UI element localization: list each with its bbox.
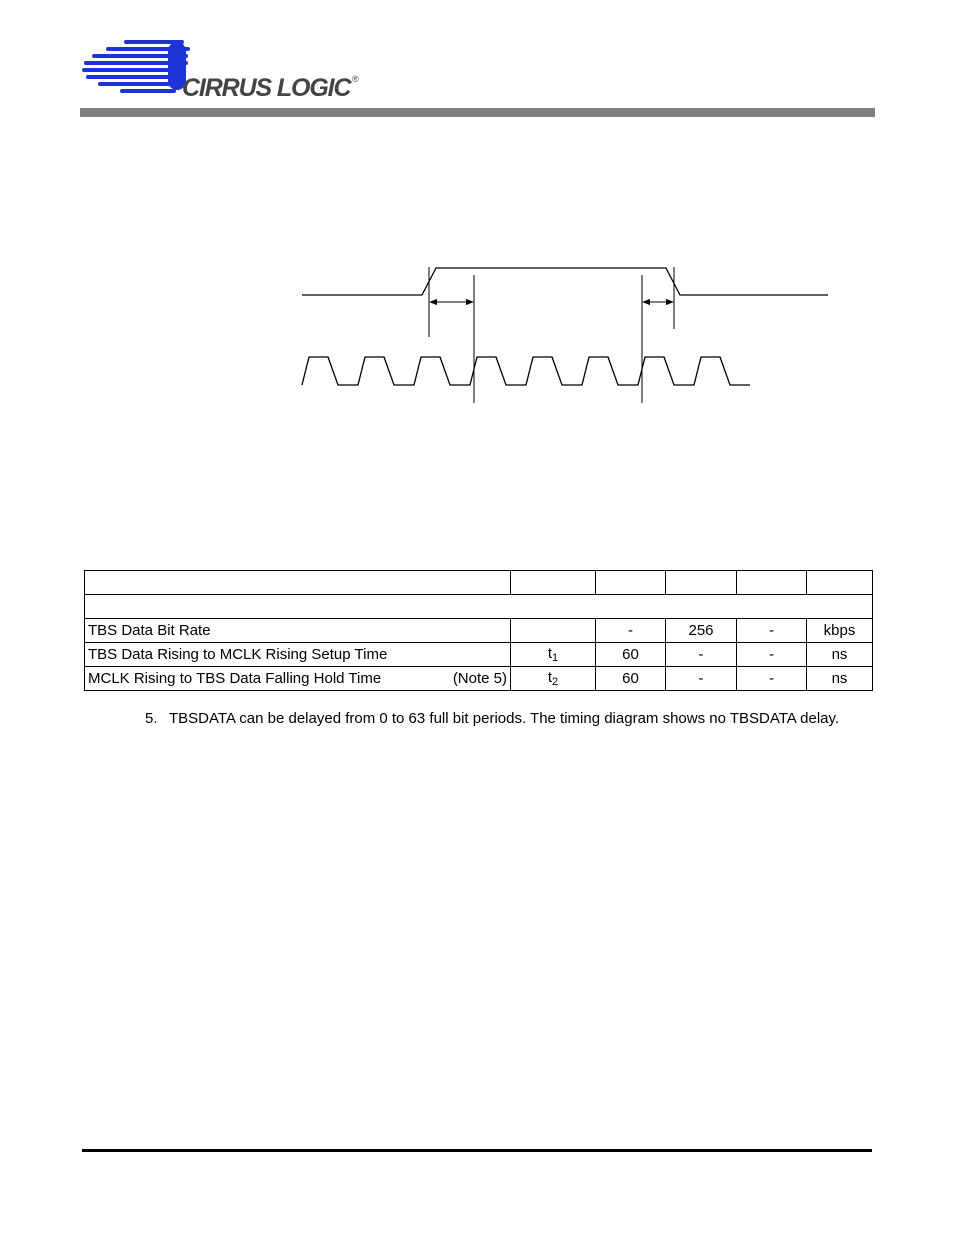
units-cell: kbps (807, 619, 873, 643)
tbsdata-waveform (302, 268, 828, 295)
typ-cell: - (666, 643, 737, 667)
parameter-cell: TBS Data Rising to MCLK Rising Setup Time (88, 646, 388, 663)
footnote (145, 710, 839, 727)
footer-rule (82, 1149, 872, 1152)
footnote-number: 5. (145, 710, 158, 727)
header-cell (807, 571, 873, 595)
symbol-cell (511, 619, 596, 643)
cirrus-logic-logo (80, 36, 370, 106)
table-header-row (85, 571, 873, 595)
header-cell (511, 571, 596, 595)
header-cell (85, 571, 511, 595)
timing-spec-table (84, 570, 873, 691)
table-row (85, 619, 873, 643)
header-cell (596, 571, 666, 595)
parameter-cell: TBS Data Bit Rate (88, 622, 211, 639)
typ-cell: - (666, 667, 737, 691)
header-cell (737, 571, 807, 595)
note-cell: (Note 5) (452, 670, 507, 687)
mclk-waveform (302, 357, 750, 385)
min-cell: 60 (596, 643, 666, 667)
table-row (85, 643, 873, 667)
header-cell (666, 571, 737, 595)
timing-diagram (290, 255, 850, 415)
parameter-cell: MCLK Rising to TBS Data Falling Hold Time (88, 670, 382, 687)
min-cell: - (596, 619, 666, 643)
min-cell: 60 (596, 667, 666, 691)
symbol-cell: $t_2$ (511, 667, 596, 691)
typ-cell: 256 (666, 619, 737, 643)
logo-swoosh-icon (82, 40, 190, 93)
logo-text: CIRRUS LOGIC (182, 74, 350, 102)
table-row (85, 667, 873, 691)
footnote-text: TBSDATA can be delayed from 0 to 63 full bit periods. The timing diagram shows no TBSDATA delay. (169, 710, 840, 727)
logo-registered-mark: ® (352, 74, 359, 84)
max-cell: - (737, 667, 807, 691)
header-bar (80, 108, 875, 117)
max-cell: - (737, 619, 807, 643)
section-cell (85, 595, 873, 619)
table-section-row (85, 595, 873, 619)
units-cell: ns (807, 643, 873, 667)
max-cell: - (737, 643, 807, 667)
symbol-cell: $t_1$ (511, 643, 596, 667)
units-cell: ns (807, 667, 873, 691)
